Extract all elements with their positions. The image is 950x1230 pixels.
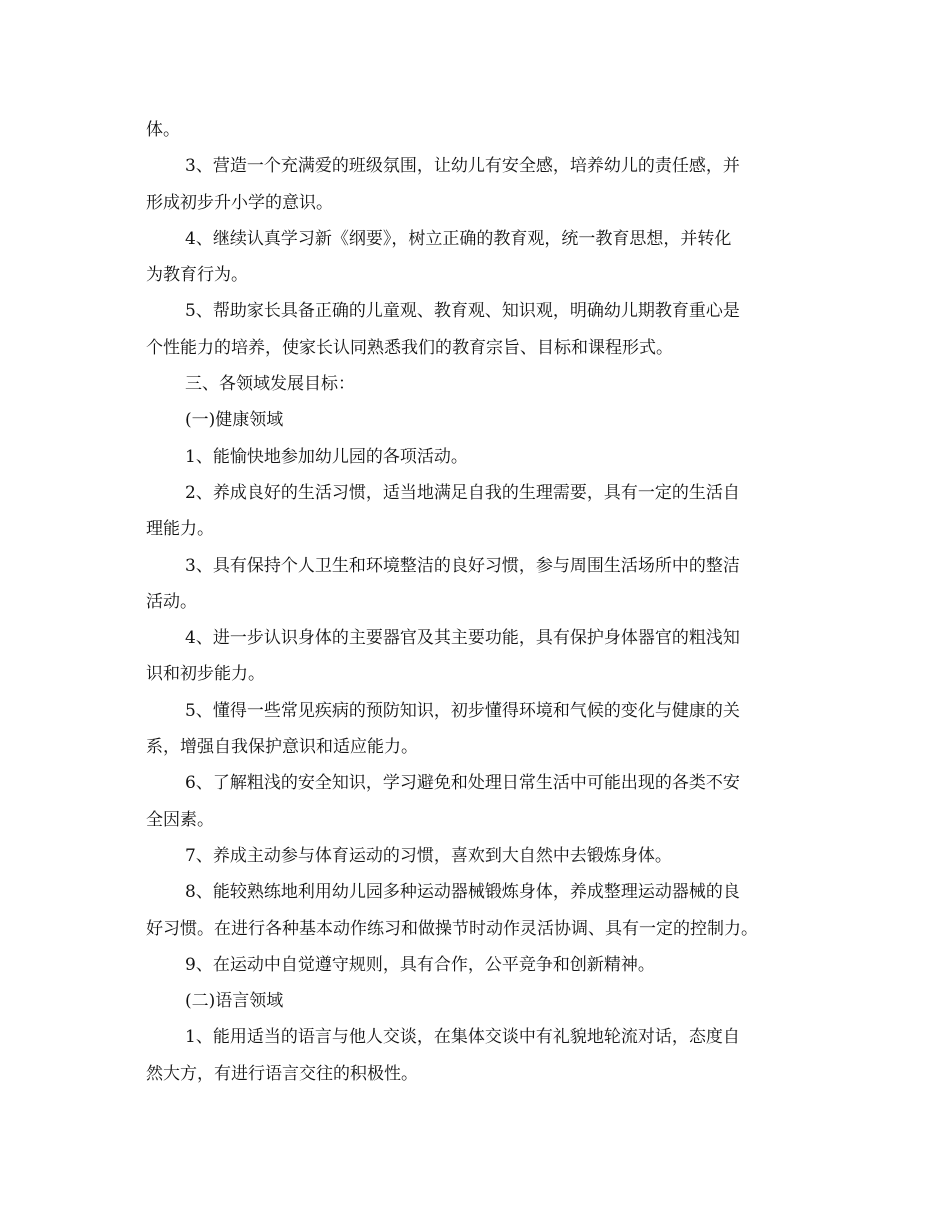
text-line: 8、能较熟练地利用幼儿园多种运动器械锻炼身体，养成整理运动器械的良: [185, 882, 740, 903]
text-line: 3、具有保持个人卫生和环境整洁的良好习惯，参与周围生活场所中的整洁: [185, 555, 740, 576]
text-line: 识和初步能力。: [146, 664, 265, 685]
text-line: 活动。: [146, 591, 197, 612]
text-line: 6、了解粗浅的安全知识，学习避免和处理日常生活中可能出现的各类不安: [185, 773, 740, 794]
text-line: 5、帮助家长具备正确的儿童观、教育观、知识观，明确幼儿期教育重心是: [185, 301, 740, 322]
text-line: 形成初步升小学的意识。: [146, 192, 333, 213]
text-line: 4、继续认真学习新《纲要》，树立正确的教育观，统一教育思想，并转化: [185, 228, 732, 249]
text-line: 系，增强自我保护意识和适应能力。: [146, 737, 418, 758]
text-line: 2、养成良好的生活习惯，适当地满足自我的生理需要，具有一定的生活自: [185, 482, 740, 503]
document-body: [146, 112, 806, 1092]
text-line: 1、能用适当的语言与他人交谈，在集体交谈中有礼貌地轮流对话，态度自: [185, 1027, 740, 1048]
text-line: 5、懂得一些常见疾病的预防知识，初步懂得环境和气候的变化与健康的关: [185, 700, 740, 721]
text-line: 好习惯。在进行各种基本动作练习和做操节时动作灵活协调、具有一定的控制力。: [146, 918, 758, 939]
text-line: 理能力。: [146, 519, 214, 540]
text-line: (二)语言领域: [185, 991, 284, 1012]
text-line: 1、能愉快地参加幼儿园的各项活动。: [185, 446, 468, 467]
text-line: 4、进一步认识身体的主要器官及其主要功能，具有保护身体器官的粗浅知: [185, 628, 740, 649]
text-line: 3、营造一个充满爱的班级氛围，让幼儿有安全感，培养幼儿的责任感，并: [185, 156, 740, 177]
text-line: 为教育行为。: [146, 265, 248, 286]
text-line: (一)健康领域: [185, 410, 284, 431]
text-line: 9、在运动中自觉遵守规则，具有合作，公平竞争和创新精神。: [185, 954, 655, 975]
text-line: 三、各领域发展目标：: [185, 374, 355, 395]
text-line: 个性能力的培养，使家长认同熟悉我们的教育宗旨、目标和课程形式。: [146, 337, 673, 358]
text-line: 7、养成主动参与体育运动的习惯，喜欢到大自然中去锻炼身体。: [185, 845, 672, 866]
text-line: 全因素。: [146, 809, 214, 830]
text-line: 体。: [146, 120, 180, 140]
text-line: 然大方，有进行语言交往的积极性。: [146, 1063, 418, 1084]
